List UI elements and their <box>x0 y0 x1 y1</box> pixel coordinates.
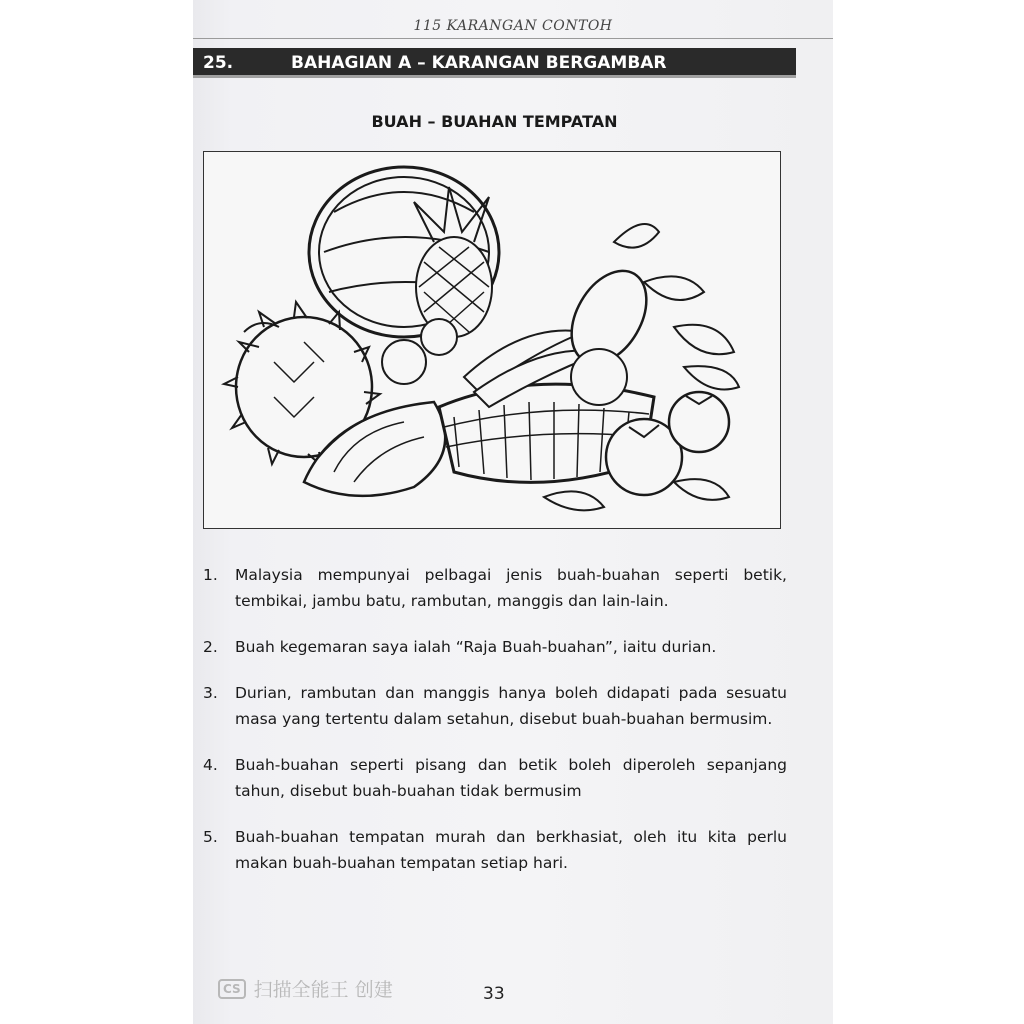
point-text: Buah kegemaran saya ialah “Raja Buah-buahan”, iaitu durian. <box>235 638 717 656</box>
fruit-basket-illustration <box>203 151 781 529</box>
point-text: Buah-buahan seperti pisang dan betik boleh diperoleh sepanjang tahun, disebut buah-buahan tidak bermusim <box>235 756 787 800</box>
list-item <box>203 562 787 614</box>
list-item <box>203 824 787 876</box>
list-item <box>203 752 787 804</box>
camscanner-logo-icon: CS <box>218 979 246 999</box>
section-bar <box>193 48 796 78</box>
pineapple-drawing <box>414 187 492 337</box>
topic-title: BUAH – BUAHAN TEMPATAN <box>371 112 618 131</box>
watermark-text: 扫描全能王 创建 <box>253 979 393 1001</box>
section-number: 25. <box>203 53 234 73</box>
scanner-watermark <box>218 975 393 1002</box>
point-number: 3. <box>203 684 218 702</box>
page-number: 33 <box>483 984 505 1004</box>
point-text: Durian, rambutan dan manggis hanya boleh didapati pada sesuatu masa yang tertentu dalam setahun, disebut buah-buahan bermusim. <box>235 684 787 728</box>
essay-points-list <box>203 562 787 896</box>
point-number: 2. <box>203 638 218 656</box>
header-rule <box>193 38 833 39</box>
section-title: BAHAGIAN A – KARANGAN BERGAMBAR <box>291 53 667 73</box>
point-text: Malaysia mempunyai pelbagai jenis buah-buahan seperti betik, tembikai, jambu batu, rambutan, manggis dan lain-lain. <box>235 566 787 610</box>
list-item <box>203 634 787 660</box>
list-item <box>203 680 787 732</box>
running-head: 115 KARANGAN CONTOH <box>413 18 613 34</box>
point-number: 4. <box>203 756 218 774</box>
point-number: 1. <box>203 566 218 584</box>
point-number: 5. <box>203 828 218 846</box>
point-text: Buah-buahan tempatan murah dan berkhasiat, oleh itu kita perlu makan buah-buahan tempatan setiap hari. <box>235 828 787 872</box>
fruit-basket-drawing <box>204 152 782 530</box>
book-page <box>193 0 833 1024</box>
